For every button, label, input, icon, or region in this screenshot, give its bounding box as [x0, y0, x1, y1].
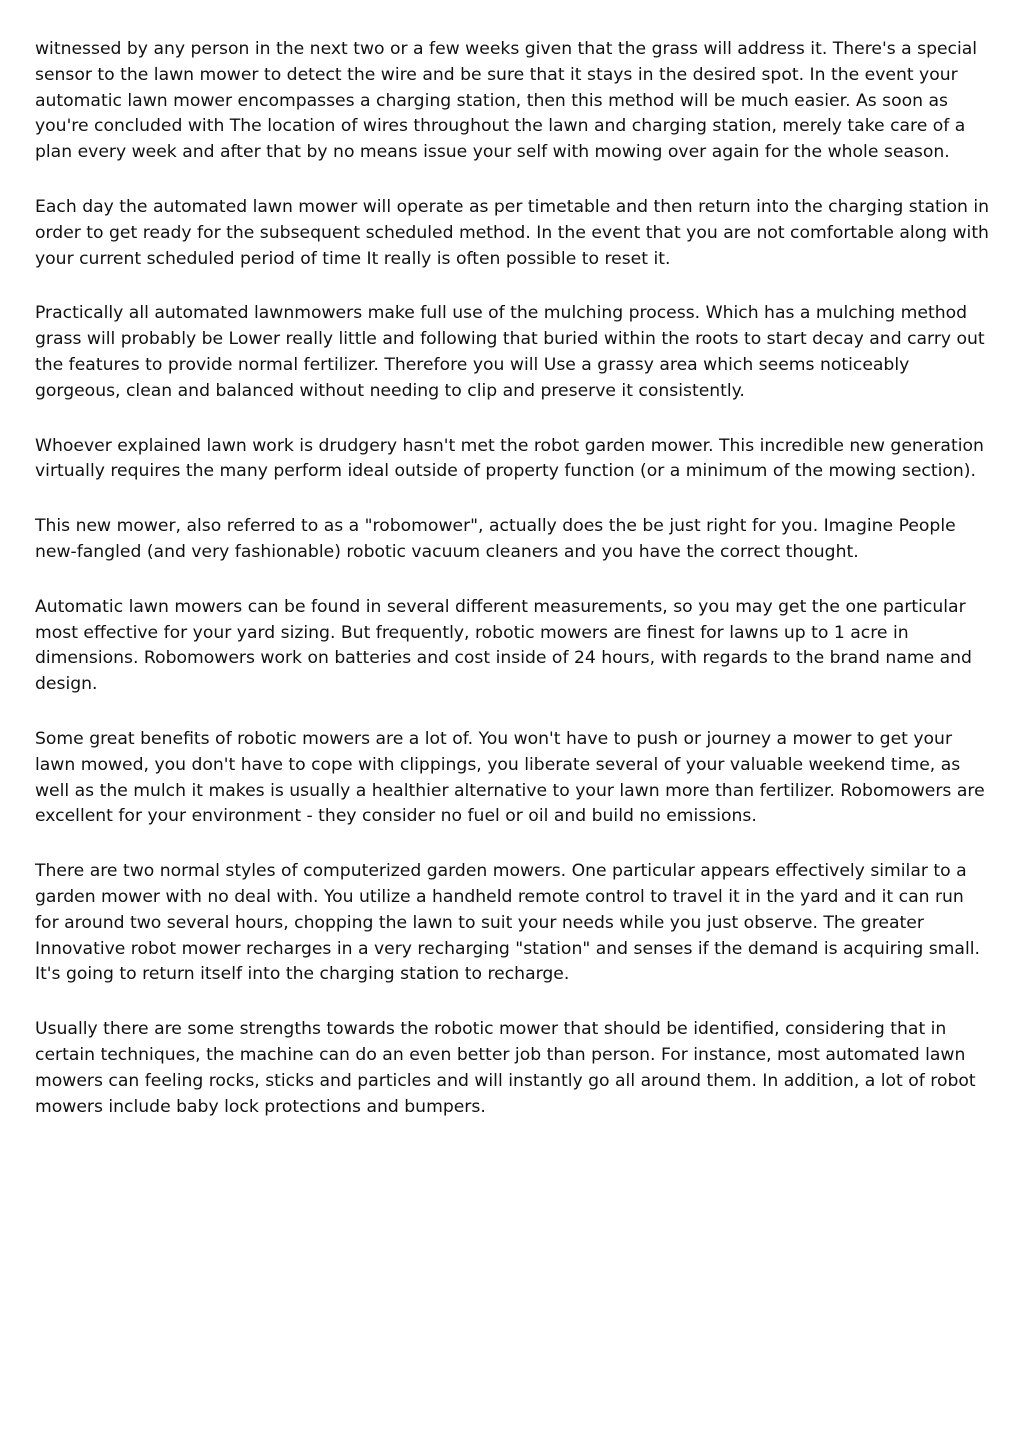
paragraph: This new mower, also referred to as a "robomower", actually does the be just right for you. Imagine People new-fangled (and very fashionable) robotic vacuum cleaners and you have the correct thought. — [35, 516, 956, 562]
paragraph: There are two normal styles of computerized garden mowers. One particular appears effectively similar to a garden mower with no deal with. You utilize a handheld remote control to travel it in the yard and it can run for around two several hours, chopping the lawn to suit your needs while you just observe. The greater Innovative robot mower recharges in a very recharging "station" and senses if the demand is acquiring small. It's going to return itself into the charging station to recharge. — [35, 861, 980, 985]
paragraph: Each day the automated lawn mower will operate as per timetable and then return into the charging station in order to get ready for the subsequent scheduled method. In the event that you are not comfortable along with your current scheduled period of time It really is often possible to reset it. — [35, 196, 990, 269]
paragraph: Automatic lawn mowers can be found in several different measurements, so you may get the one particular most effective for your yard sizing. But frequently, robotic mowers are finest for lawns up to 1 acre in dimensions. Robomowers work on batteries and cost inside of 24 hours, with regards to the brand name and design. — [35, 596, 972, 695]
paragraph: Usually there are some strengths towards the robotic mower that should be identified, considering that in certain techniques, the machine can do an even better job than person. For instance, most automated lawn mowers can feeling rocks, sticks and particles and will instantly go all around them. In addition, a lot of robot mowers include baby lock protections and bumpers. — [35, 1019, 976, 1117]
paragraph: witnessed by any person in the next two or a few weeks given that the grass will address it. There's a special sensor to the lawn mower to detect the wire and be sure that it stays in the desired spot. In the event your automatic lawn mower encompasses a charging station, then this method will be much easier. As soon as you're concluded with The location of wires throughout the lawn and charging station, merely take care of a plan every week and after that by no means issue your self with mowing over again for the whole season. — [35, 39, 978, 163]
paragraph: Some great benefits of robotic mowers are a lot of. You won't have to push or journey a mower to get your lawn mowed, you don't have to cope with clippings, you liberate several of your valuable weekend time, as well as the mulch it makes is usually a healthier alternative to your lawn more than fertilizer. Robomowers are excellent for your environment - they consider no fuel or oil and build no emissions. — [35, 728, 985, 827]
document-body — [35, 37, 990, 1149]
paragraph: Practically all automated lawnmowers make full use of the mulching process. Which has a mulching method grass will probably be Lower really little and following that buried within the roots to start decay and carry out the features to provide normal fertilizer. Therefore you will Use a grassy area which seems noticeably gorgeous, clean and balanced without needing to clip and preserve it consistently. — [35, 303, 985, 401]
paragraph: Whoever explained lawn work is drudgery hasn't met the robot garden mower. This incredible new generation virtually requires the many perform ideal outside of property function (or a minimum of the mowing section). — [35, 435, 984, 482]
